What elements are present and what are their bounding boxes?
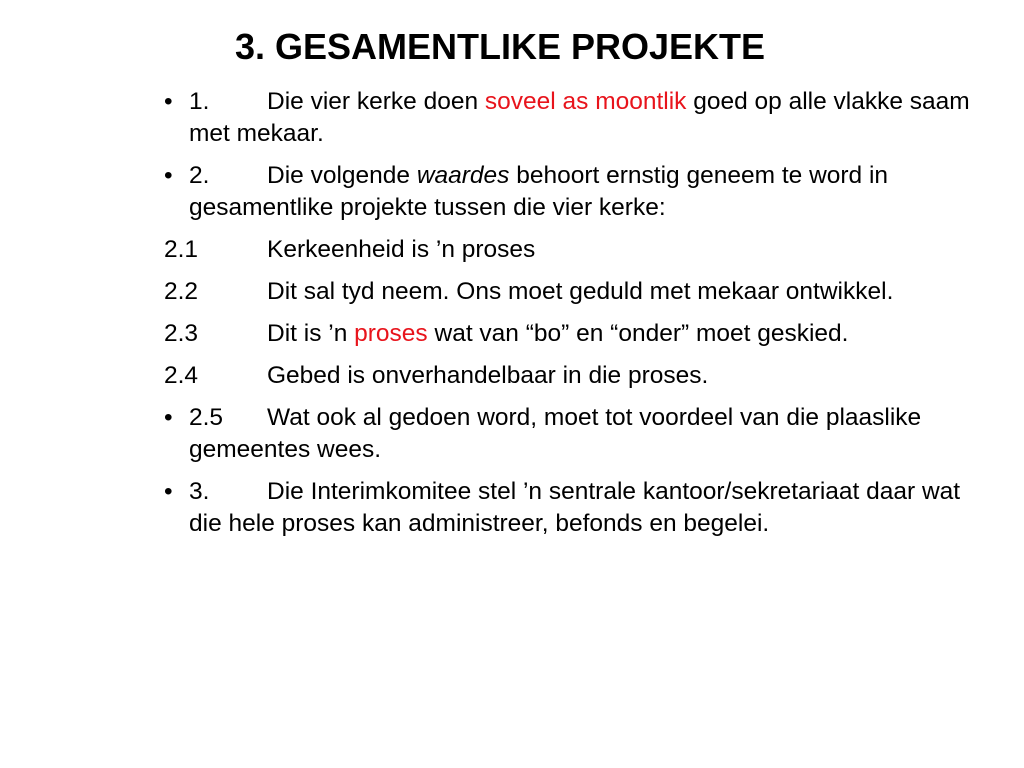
item-number: 2.2 [164,278,199,305]
list-item [164,234,974,266]
item-text: Dit is ’n [267,320,355,347]
item-number: 2.3 [164,320,199,347]
item-number: 2.5 [189,404,224,431]
item-text: Die Interimkomitee stel ’n sentrale kantoor/sekretariaat daar wat die hele proses kan administreer, befonds en begelei. [189,478,961,537]
item-highlight: proses [354,320,428,347]
list-item [164,476,974,540]
list-item [164,86,974,150]
list-item [164,276,974,308]
item-number: 2. [189,162,210,189]
item-number: 3. [189,478,210,505]
item-text: Gebed is onverhandelbaar in die proses. [267,362,709,389]
item-text: Wat ook al gedoen word, moet tot voordeel van die plaaslike gemeentes wees. [189,404,922,463]
item-text: goed op alle vlakke saam met mekaar. [189,88,970,147]
item-number: 2.4 [164,362,199,389]
item-number: 1. [189,88,210,115]
item-text: behoort ernstig geneem te word in gesamentlike projekte tussen die vier kerke: [189,162,889,221]
item-highlight: soveel as moontlik [484,88,687,115]
bullet-icon: • [164,88,173,115]
list-item [164,160,974,224]
item-text: wat van “bo” en “onder” moet geskied. [427,320,849,347]
item-text: Die volgende [267,162,417,189]
bullet-icon: • [164,478,173,505]
bullet-icon: • [164,162,173,189]
slide-title: 3. GESAMENTLIKE PROJEKTE [234,26,766,67]
bullet-icon: • [164,404,173,431]
list-item [164,318,974,350]
item-text: Kerkeenheid is ’n proses [267,236,536,263]
slide-content [164,86,974,550]
list-item [164,360,974,392]
item-text: Dit sal tyd neem. Ons moet geduld met mekaar ontwikkel. [267,278,894,305]
item-emphasis: waardes [416,162,510,189]
list-item [164,402,974,466]
item-number: 2.1 [164,236,199,263]
item-text: Die vier kerke doen [267,88,485,115]
